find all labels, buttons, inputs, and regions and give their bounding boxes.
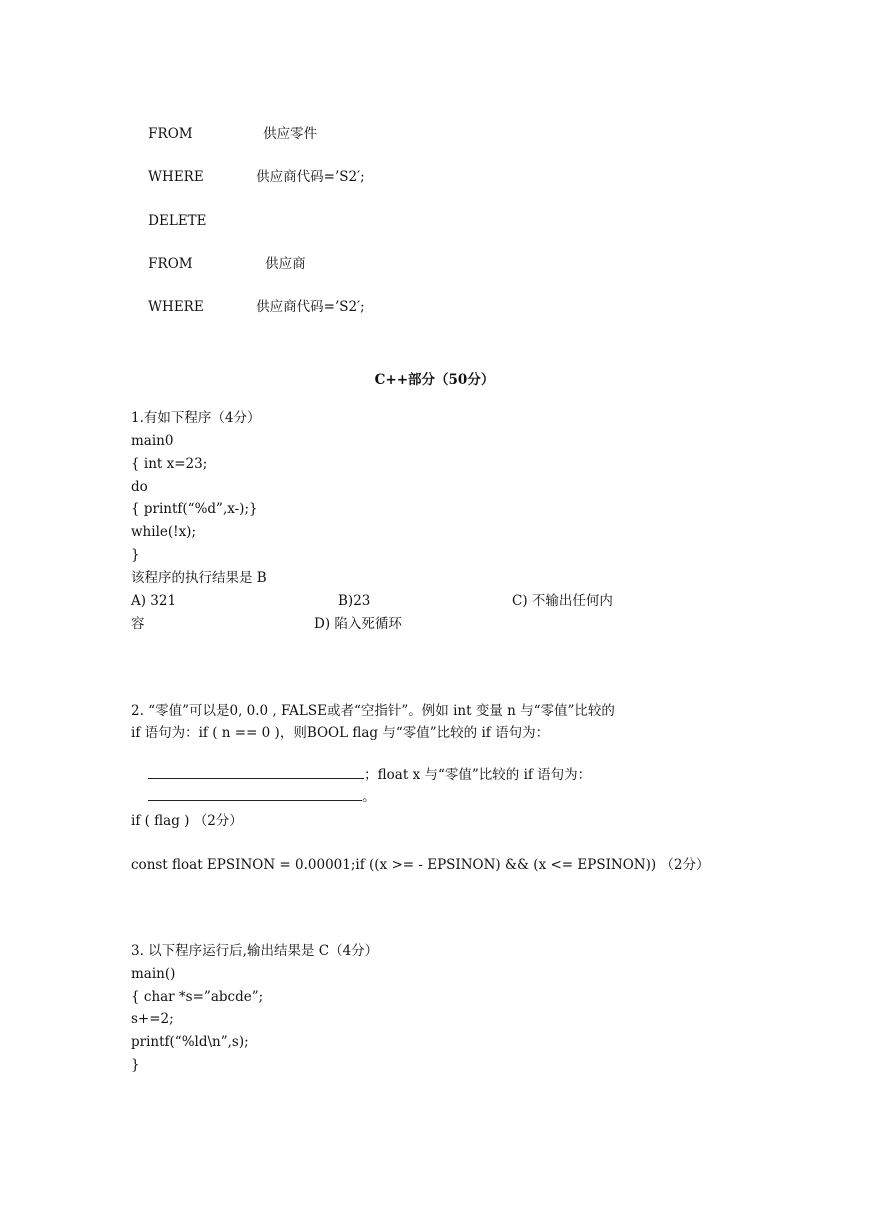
section-title: C++部分（50分）	[374, 372, 495, 388]
q3-code-line: main()	[131, 966, 176, 982]
q3-code-line: s+=2;	[131, 1011, 174, 1027]
q1-question: 该程序的执行结果是 B	[131, 570, 267, 586]
q1-code-line: while(!x);	[131, 524, 196, 540]
q3-code-line: { char *s=”abcde”;	[131, 989, 264, 1005]
sql-keyword: FROM	[148, 126, 193, 142]
q2-line-4-text: 。	[362, 789, 376, 805]
q2-line-3-text: ；float x 与“零值”比较的 if 语句为：	[364, 767, 592, 783]
q1-code-line: { int x=23;	[131, 456, 208, 472]
sql-keyword: DELETE	[148, 213, 207, 229]
q1-code-line: do	[131, 479, 148, 495]
sql-keyword: FROM	[148, 256, 193, 272]
q3-title: 3. 以下程序运行后,输出结果是 C（4分）	[131, 943, 379, 959]
q2-answer-1: if ( flag ) （2分）	[131, 813, 243, 829]
q1-code-line: { printf(“%d”,x-);}	[131, 501, 258, 517]
q3-code-line: printf(“%ld\n”,s);	[131, 1034, 249, 1050]
sql-value: 供应商代码=’S2′;	[256, 169, 365, 185]
q1-option-c-continued: 容	[131, 616, 145, 632]
q1-option-b: B)23	[338, 593, 371, 609]
sql-keyword: WHERE	[148, 299, 204, 315]
q1-code-line: }	[131, 547, 140, 563]
q2-answer-2: const float EPSINON = 0.00001;if ((x >= - EPSINON) && (x <= EPSINON)) （2分）	[131, 857, 710, 873]
sql-value: 供应商	[265, 256, 306, 272]
q2-line-1: 2. “零值”可以是0, 0.0 , FALSE或者“空指针”。例如 int 变量 n 与“零值”比较的	[131, 703, 615, 719]
q1-option-a: A) 321	[131, 593, 177, 609]
answer-blank-2	[148, 786, 362, 801]
sql-value: 供应零件	[263, 126, 318, 142]
sql-value: 供应商代码=’S2′;	[256, 299, 365, 315]
q1-title: 1.有如下程序（4分）	[131, 410, 261, 426]
sql-line-where-2	[131, 280, 365, 334]
q1-option-d: D) 陷入死循环	[314, 616, 402, 632]
q1-option-c: C) 不输出任何内	[512, 593, 613, 609]
q1-code-line: main0	[131, 433, 174, 449]
q2-line-2: if 语句为：if ( n == 0 )，则BOOL flag 与“零值”比较的 if 语句为：	[131, 725, 550, 741]
q3-code-line: }	[131, 1057, 140, 1073]
sql-keyword: WHERE	[148, 169, 204, 185]
